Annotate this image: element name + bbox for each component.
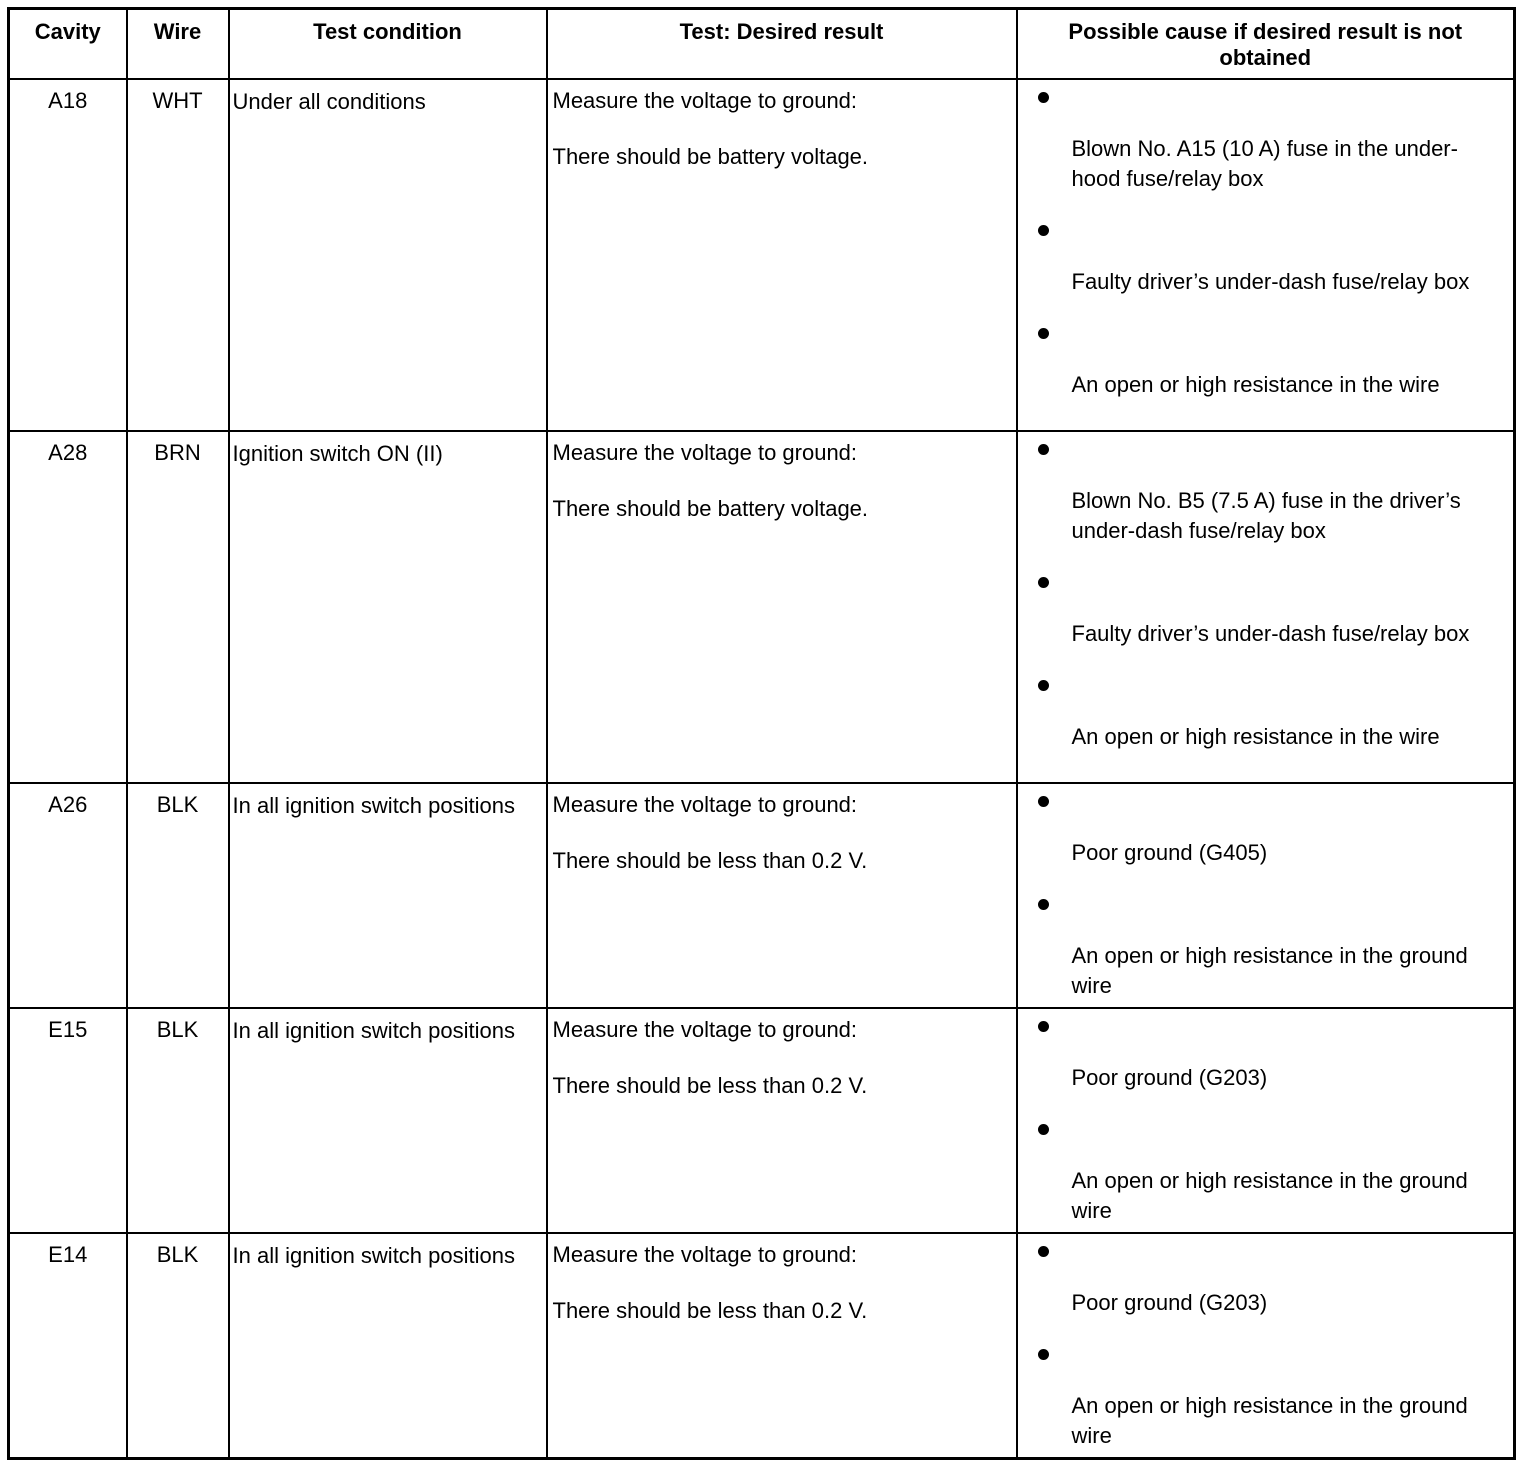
possible-cause-cell — [1017, 1008, 1515, 1233]
table-row — [9, 1008, 1515, 1233]
wire-cell: BLK — [127, 1008, 229, 1233]
bullet-icon — [1038, 680, 1049, 691]
bullet-icon — [1038, 899, 1049, 910]
cause-text: Blown No. A15 (10 A) fuse in the under-hood fuse/relay box — [1071, 136, 1458, 191]
cause-text: An open or high resistance in the wire — [1071, 724, 1440, 749]
bullet-icon — [1038, 577, 1049, 588]
result-instruction: Measure the voltage to ground: — [552, 1017, 858, 1042]
result-expected: There should be less than 0.2 V. — [552, 1298, 868, 1323]
cause-item — [1024, 92, 1506, 194]
test-condition-cell: In all ignition switch positions — [229, 1233, 547, 1459]
header-row — [9, 9, 1515, 80]
cause-item — [1024, 444, 1506, 546]
test-condition-cell: Ignition switch ON (II) — [229, 431, 547, 783]
header-possible-cause: Possible cause if desired result is not obtained — [1017, 9, 1515, 80]
cause-item — [1024, 1124, 1506, 1226]
cause-text: An open or high resistance in the wire — [1071, 372, 1440, 397]
desired-result-cell — [547, 431, 1017, 783]
desired-result-cell — [547, 783, 1017, 1008]
test-condition-cell: In all ignition switch positions — [229, 783, 547, 1008]
wire-cell: BLK — [127, 1233, 229, 1459]
wiring-test-table — [7, 7, 1516, 1460]
header-test-condition: Test condition — [229, 9, 547, 80]
cavity-cell: E14 — [9, 1233, 127, 1459]
possible-cause-cell — [1017, 431, 1515, 783]
possible-cause-cell — [1017, 1233, 1515, 1459]
test-condition-cell: In all ignition switch positions — [229, 1008, 547, 1233]
result-expected: There should be battery voltage. — [552, 496, 869, 521]
desired-result-cell — [547, 1233, 1017, 1459]
cause-item — [1024, 328, 1506, 400]
cause-text: Blown No. B5 (7.5 A) fuse in the driver’s under-dash fuse/relay box — [1071, 488, 1461, 543]
cause-text: An open or high resistance in the ground wire — [1071, 943, 1468, 998]
cause-text: Faulty driver’s under-dash fuse/relay box — [1071, 269, 1470, 294]
cavity-cell: A26 — [9, 783, 127, 1008]
cavity-cell: A18 — [9, 79, 127, 431]
bullet-icon — [1038, 225, 1049, 236]
cause-text: An open or high resistance in the ground wire — [1071, 1393, 1468, 1448]
cause-text: Poor ground (G203) — [1071, 1065, 1268, 1090]
table-row — [9, 783, 1515, 1008]
result-instruction: Measure the voltage to ground: — [552, 88, 858, 113]
bullet-icon — [1038, 1124, 1049, 1135]
wire-cell: BLK — [127, 783, 229, 1008]
result-instruction: Measure the voltage to ground: — [552, 440, 858, 465]
desired-result-cell — [547, 1008, 1017, 1233]
cause-item — [1024, 1246, 1506, 1318]
cause-item — [1024, 1349, 1506, 1451]
test-condition-cell: Under all conditions — [229, 79, 547, 431]
cause-text: Poor ground (G405) — [1071, 840, 1268, 865]
table-row — [9, 1233, 1515, 1459]
cause-item — [1024, 680, 1506, 752]
possible-cause-cell — [1017, 79, 1515, 431]
bullet-icon — [1038, 796, 1049, 807]
header-desired-result: Test: Desired result — [547, 9, 1017, 80]
cavity-cell: A28 — [9, 431, 127, 783]
bullet-icon — [1038, 92, 1049, 103]
result-instruction: Measure the voltage to ground: — [552, 792, 858, 817]
header-wire: Wire — [127, 9, 229, 80]
table-row — [9, 79, 1515, 431]
result-instruction: Measure the voltage to ground: — [552, 1242, 858, 1267]
result-expected: There should be battery voltage. — [552, 144, 869, 169]
possible-cause-cell — [1017, 783, 1515, 1008]
wire-cell: BRN — [127, 431, 229, 783]
cause-item — [1024, 1021, 1506, 1093]
bullet-icon — [1038, 1349, 1049, 1360]
bullet-icon — [1038, 1021, 1049, 1032]
header-cavity: Cavity — [9, 9, 127, 80]
table-row — [9, 431, 1515, 783]
bullet-icon — [1038, 444, 1049, 455]
cause-item — [1024, 577, 1506, 649]
cause-text: Poor ground (G203) — [1071, 1290, 1268, 1315]
bullet-icon — [1038, 328, 1049, 339]
cause-item — [1024, 796, 1506, 868]
result-expected: There should be less than 0.2 V. — [552, 1073, 868, 1098]
cause-text: Faulty driver’s under-dash fuse/relay box — [1071, 621, 1470, 646]
desired-result-cell — [547, 79, 1017, 431]
wire-cell: WHT — [127, 79, 229, 431]
cause-item — [1024, 225, 1506, 297]
result-expected: There should be less than 0.2 V. — [552, 848, 868, 873]
cavity-cell: E15 — [9, 1008, 127, 1233]
cause-text: An open or high resistance in the ground wire — [1071, 1168, 1468, 1223]
bullet-icon — [1038, 1246, 1049, 1257]
cause-item — [1024, 899, 1506, 1001]
